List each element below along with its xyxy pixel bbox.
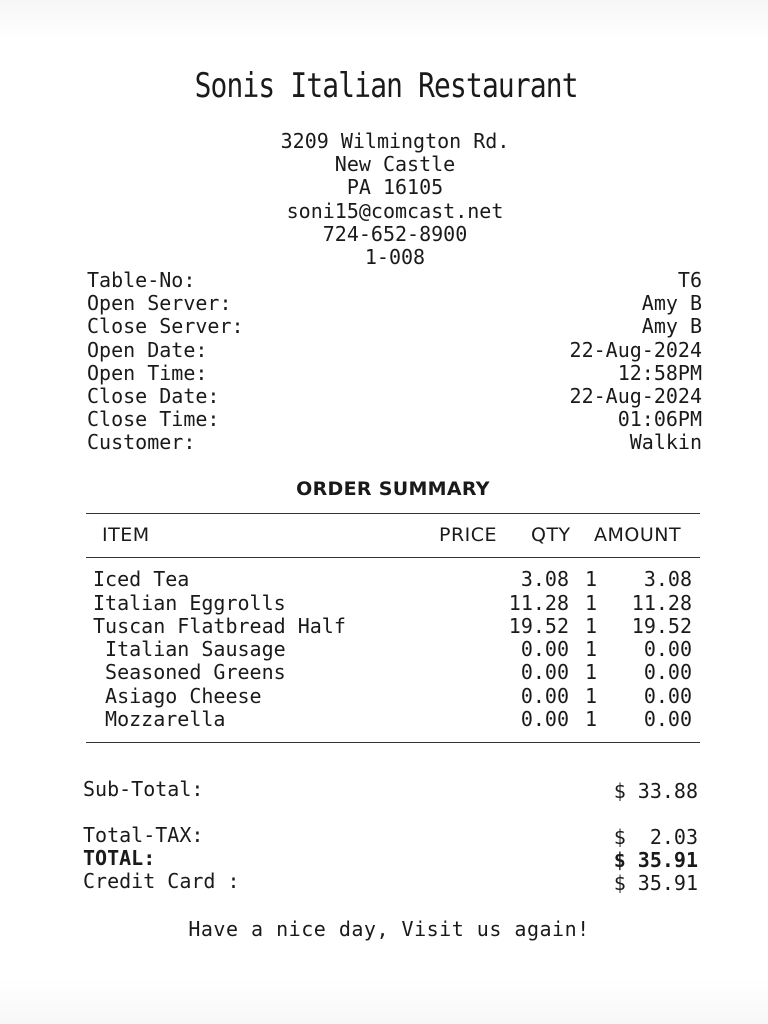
item-qty: 1 xyxy=(585,684,598,708)
list-item xyxy=(0,638,768,661)
close-server-value: Amy B xyxy=(641,314,702,338)
phone-number: 724-652-8900 xyxy=(322,222,468,246)
item-price: 3.08 xyxy=(520,567,569,591)
address-state-zip: PA 16105 xyxy=(346,175,444,199)
footer-message: Have a nice day, Visit us again! xyxy=(188,917,590,941)
item-name: Iced Tea xyxy=(93,567,190,591)
close-date-value: 22-Aug-2024 xyxy=(569,384,702,408)
item-qty: 1 xyxy=(585,591,598,615)
item-amount: 19.52 xyxy=(631,614,692,638)
divider-bottom xyxy=(86,742,700,743)
total-label: TOTAL: xyxy=(83,846,156,870)
open-date-label: Open Date: xyxy=(87,338,208,362)
close-time-value: 01:06PM xyxy=(617,407,702,431)
column-header-price: PRICE xyxy=(439,524,498,546)
list-item xyxy=(0,615,768,638)
item-price: 0.00 xyxy=(520,707,569,731)
list-item xyxy=(0,685,768,708)
customer-label: Customer: xyxy=(87,430,196,454)
item-price: 19.52 xyxy=(508,614,569,638)
address-street: 3209 Wilmington Rd. xyxy=(280,129,510,153)
tax-value: $ 2.03 xyxy=(613,825,698,849)
tax-label: Total-TAX: xyxy=(83,823,204,847)
item-name: Asiago Cheese xyxy=(93,684,262,708)
item-amount: 0.00 xyxy=(643,707,692,731)
item-name: Seasoned Greens xyxy=(93,660,286,684)
order-summary-title: ORDER SUMMARY xyxy=(296,478,490,500)
close-time-label: Close Time: xyxy=(87,407,220,431)
column-header-item: ITEM xyxy=(102,524,150,546)
column-header-amount: AMOUNT xyxy=(594,524,682,546)
open-time-label: Open Time: xyxy=(87,361,208,385)
item-qty: 1 xyxy=(585,637,598,661)
list-item xyxy=(0,708,768,731)
terminal-number: 1-008 xyxy=(364,245,426,269)
item-price: 11.28 xyxy=(508,591,569,615)
table-no-label: Table-No: xyxy=(87,268,196,292)
item-name: Tuscan Flatbread Half xyxy=(93,614,346,638)
item-amount: 0.00 xyxy=(643,684,692,708)
subtotal-label: Sub-Total: xyxy=(83,777,204,801)
item-price: 0.00 xyxy=(520,637,569,661)
address-city: New Castle xyxy=(334,152,456,176)
restaurant-name: Sonis Italian Restaurant xyxy=(194,66,578,106)
credit-card-value: $ 35.91 xyxy=(613,871,698,895)
item-price: 0.00 xyxy=(520,684,569,708)
divider-header xyxy=(86,557,700,558)
item-amount: 3.08 xyxy=(643,567,692,591)
item-price: 0.00 xyxy=(520,660,569,684)
email-address: soni15@comcast.net xyxy=(286,199,504,223)
item-qty: 1 xyxy=(585,660,598,684)
credit-card-label: Credit Card : xyxy=(83,869,240,893)
open-date-value: 22-Aug-2024 xyxy=(569,338,702,362)
item-name: Mozzarella xyxy=(93,707,226,731)
open-server-value: Amy B xyxy=(641,291,702,315)
total-value: $ 35.91 xyxy=(613,848,698,872)
item-qty: 1 xyxy=(585,707,598,731)
item-name: Italian Sausage xyxy=(93,637,286,661)
list-item xyxy=(0,661,768,684)
close-server-label: Close Server: xyxy=(87,314,244,338)
item-amount: 11.28 xyxy=(631,591,692,615)
item-qty: 1 xyxy=(585,567,598,591)
item-name: Italian Eggrolls xyxy=(93,591,286,615)
open-time-value: 12:58PM xyxy=(617,361,702,385)
customer-value: Walkin xyxy=(629,430,702,454)
item-qty: 1 xyxy=(585,614,598,638)
item-amount: 0.00 xyxy=(643,637,692,661)
open-server-label: Open Server: xyxy=(87,291,232,315)
list-item xyxy=(0,568,768,591)
list-item xyxy=(0,592,768,615)
table-no-value: T6 xyxy=(677,268,702,292)
column-header-qty: QTY xyxy=(531,524,571,546)
subtotal-value: $ 33.88 xyxy=(613,779,698,803)
item-amount: 0.00 xyxy=(643,660,692,684)
divider-top xyxy=(86,513,700,514)
close-date-label: Close Date: xyxy=(87,384,220,408)
